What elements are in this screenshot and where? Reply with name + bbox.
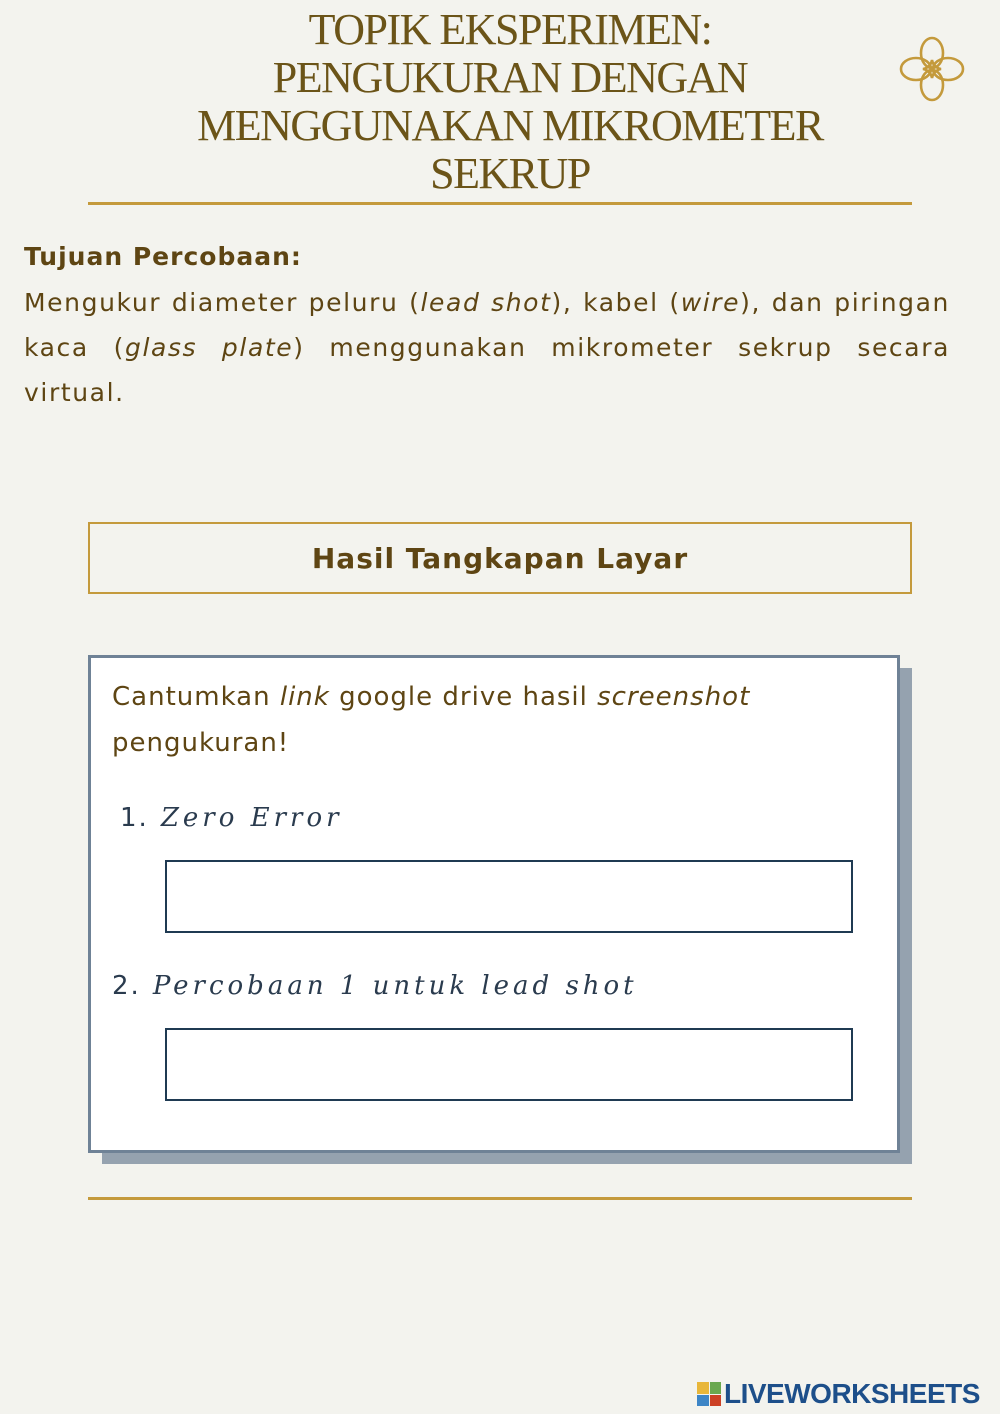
title-line: SEKRUP	[430, 149, 590, 198]
title-line: PENGUKURAN DENGAN	[272, 53, 748, 102]
goal-heading: Tujuan Percobaan:	[24, 242, 302, 271]
divider-bottom	[88, 1197, 912, 1200]
title-line: TOPIK EKSPERIMEN:	[308, 5, 712, 54]
brand-name: LIVEWORKSHEETS	[724, 1378, 980, 1409]
result-section-banner: Hasil Tangkapan Layar	[88, 522, 912, 594]
lead-shot-answer-input[interactable]	[165, 1028, 853, 1101]
liveworksheets-brand	[697, 1378, 980, 1410]
instruction-text: Cantumkan link google drive hasil screenshot pengukuran!	[112, 682, 751, 758]
divider-top	[88, 202, 912, 205]
item-label-zero-error	[120, 803, 343, 833]
title-line: MENGGUNAKAN MIKROMETER	[197, 101, 823, 150]
item-text: Zero Error	[160, 803, 343, 833]
liveworksheets-logo-icon	[697, 1382, 721, 1406]
item-number: 1.	[120, 803, 149, 833]
four-petal-ornament-icon	[897, 34, 967, 104]
goal-text: Mengukur diameter peluru (lead shot), kabel (wire), dan piringan kaca (glass plate) menggunakan mikrometer sekrup secara virtual.	[24, 288, 951, 407]
page-title	[150, 6, 870, 198]
item-number: 2.	[112, 971, 141, 1001]
zero-error-answer-input[interactable]	[165, 860, 853, 933]
item-label-lead-shot	[112, 971, 638, 1001]
item-text: Percobaan 1 untuk lead shot	[152, 971, 638, 1001]
